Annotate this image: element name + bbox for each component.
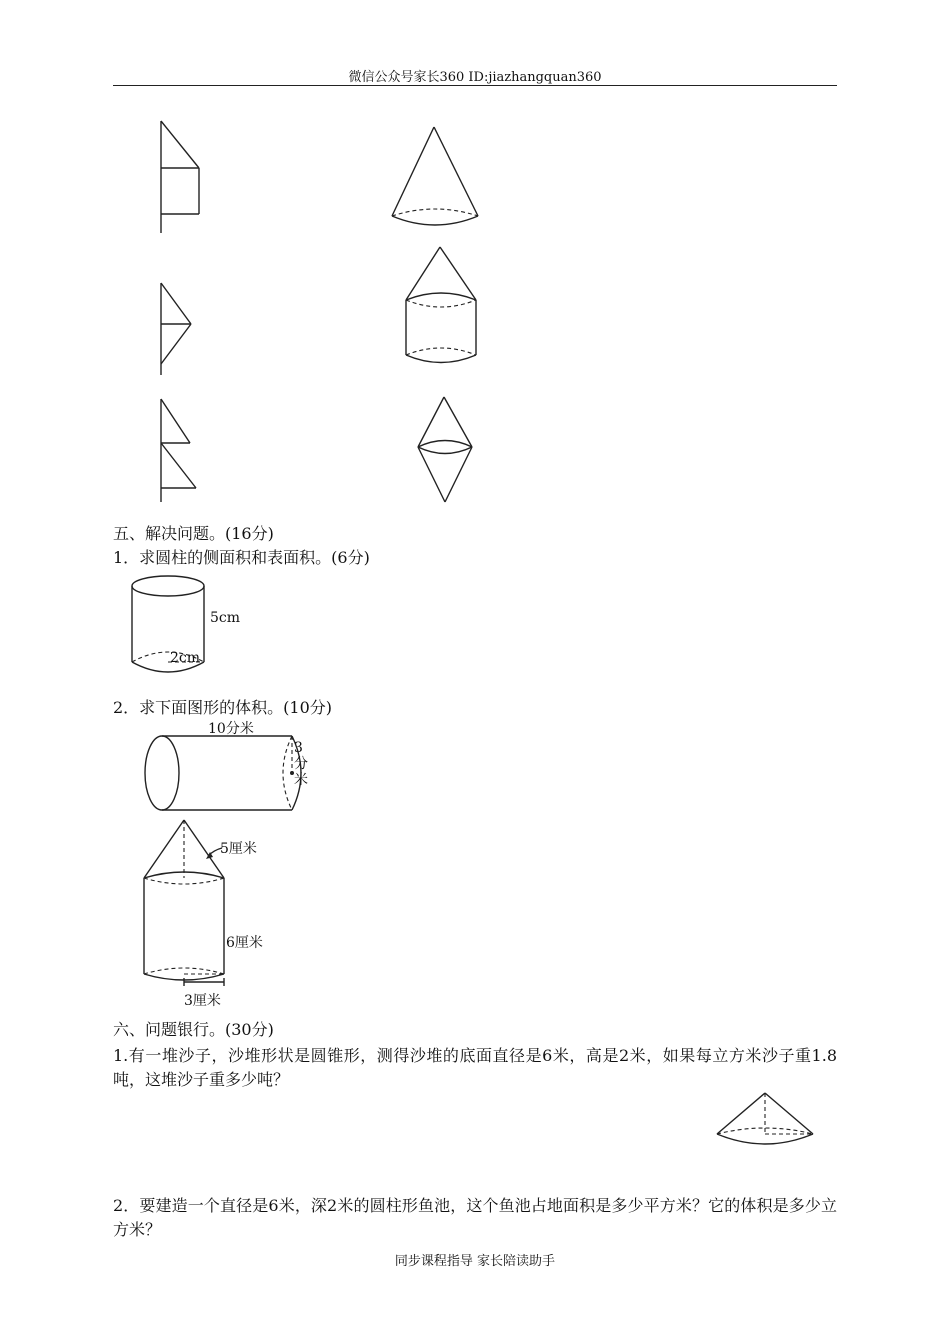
sand-pile-cone <box>713 1090 819 1156</box>
question-6-2: 2．要建造一个直径是6米，深2米的圆柱形鱼池，这个鱼池占地面积是多少平方米？它的体积是多少立方米？ <box>113 1196 837 1239</box>
diameter-label: 3厘米 <box>184 993 221 1009</box>
header-rule <box>113 85 837 86</box>
rotation-shape-1 <box>150 118 210 236</box>
section-5-title: 五、解决问题。(16分) <box>113 524 274 543</box>
cone-cylinder-figure <box>140 818 272 1010</box>
section-6-title: 六、问题银行。(30分) <box>113 1020 274 1039</box>
cylinder-figure <box>128 570 244 678</box>
height-label: 5cm <box>210 610 241 626</box>
question-5-2: 2．求下面图形的体积。(10分) <box>113 698 333 717</box>
solid-cone <box>388 124 482 234</box>
page-footer: 同步课程指导 家长陪读助手 <box>394 1254 556 1269</box>
question-6-1: 1.有一堆沙子，沙堆形状是圆锥形，测得沙堆的底面直径是6米，高是2米，如果每立方米沙子重1.8吨，这堆沙子重多少吨？ <box>113 1046 837 1089</box>
question-5-1: 1．求圆柱的侧面积和表面积。(6分) <box>113 548 370 567</box>
length-label: 10分米 <box>208 721 254 737</box>
rotation-shape-2 <box>150 280 210 378</box>
radius-label: 2cm <box>170 650 201 666</box>
rotation-shape-3 <box>150 396 210 506</box>
horizontal-cylinder-figure <box>140 718 316 814</box>
cylinder-height-label: 6厘米 <box>226 935 263 951</box>
page-header: 微信公众号家长360 ID:jiazhangquan360 <box>348 70 602 85</box>
cone-height-label: 5厘米 <box>220 841 257 857</box>
radius-label-vertical: 3分米 <box>294 740 308 788</box>
solid-cone-on-cylinder <box>400 244 484 374</box>
solid-double-cone <box>412 394 478 506</box>
